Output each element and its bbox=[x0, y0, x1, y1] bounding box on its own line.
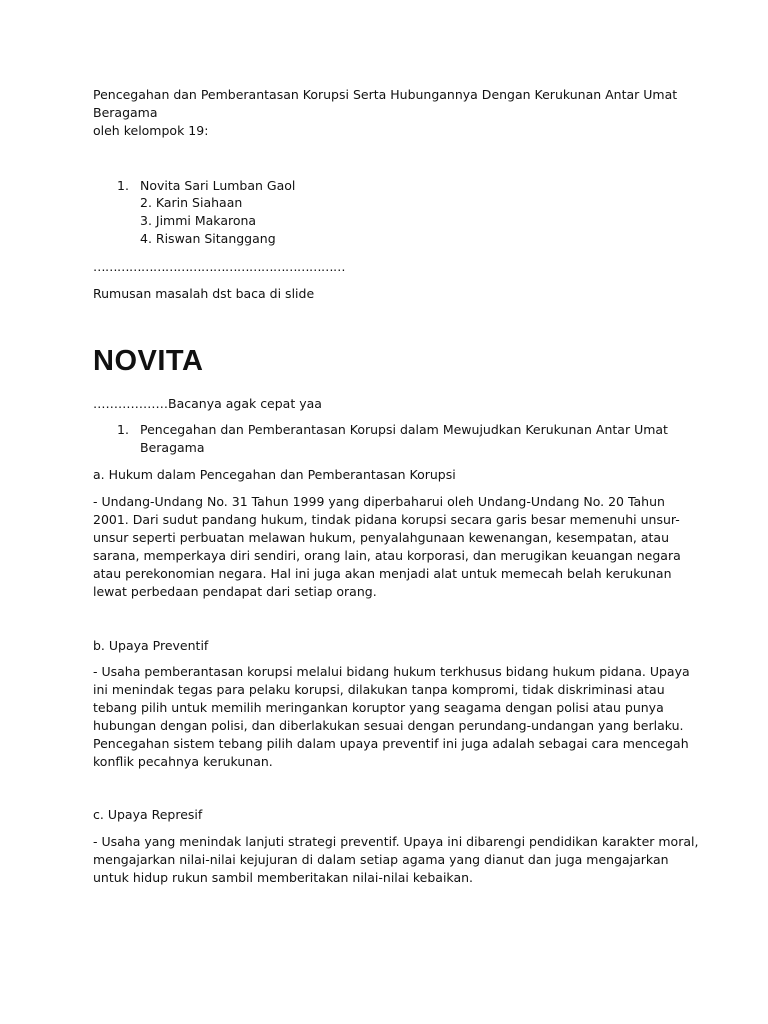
topic-line: Beragama bbox=[140, 440, 205, 455]
paragraph bbox=[93, 663, 690, 771]
paragraph-line: - Undang-Undang No. 31 Tahun 1999 yang diperbaharui oleh Undang-Undang No. 20 Tahun bbox=[93, 494, 665, 509]
dotted-separator: ……………………………………………………… bbox=[93, 259, 345, 274]
list-number: 1. bbox=[117, 178, 129, 193]
paragraph-line: untuk hidup rukun sambil memberitakan nilai-nilai kebaikan. bbox=[93, 870, 474, 885]
paragraph-line: tebang pilih untuk memilih meringankan koruptor yang seagama dengan polisi atau punya bbox=[93, 700, 664, 715]
subsection-heading: c. Upaya Represif bbox=[93, 807, 203, 822]
paragraph-line: lewat perbedaan pendapat dari setiap orang. bbox=[93, 584, 377, 599]
paragraph-line: ini menindak tegas para pelaku korupsi, dilakukan tanpa kompromi, tidak diskriminasi atau bbox=[93, 682, 665, 697]
paragraph-line: mengajarkan nilai-nilai kejujuran di dalam setiap agama yang dianut dan juga mengajarkan bbox=[93, 852, 669, 867]
list-number: 1. bbox=[117, 422, 129, 437]
group-label: oleh kelompok 19: bbox=[93, 123, 209, 138]
note-text: Rumusan masalah dst baca di slide bbox=[93, 286, 315, 301]
subsection-heading: b. Upaya Preventif bbox=[93, 638, 209, 653]
member-name: 3. Jimmi Makarona bbox=[140, 213, 257, 228]
subsection-heading: a. Hukum dalam Pencegahan dan Pemberantasan Korupsi bbox=[93, 467, 456, 482]
member-name: Novita Sari Lumban Gaol bbox=[140, 178, 296, 193]
paragraph-line: sarana, memperkaya diri sendiri, orang lain, atau korporasi, dan merugikan keuangan negara bbox=[93, 548, 681, 563]
paragraph bbox=[93, 493, 683, 601]
paragraph-line: - Usaha pemberantasan korupsi melalui bidang hukum terkhusus bidang hukum pidana. Upaya bbox=[93, 664, 690, 679]
paragraph-line: 2001. Dari sudut pandang hukum, tindak pidana korupsi secara garis besar memenuhi unsur- bbox=[93, 512, 680, 527]
member-name: 4. Riswan Sitanggang bbox=[140, 231, 276, 246]
document-title bbox=[93, 86, 683, 140]
title-line: Beragama bbox=[93, 105, 158, 120]
paragraph-line: hubungan dengan polisi, dan diberlakukan sesuai dengan perundang-undangan yang berlaku. bbox=[93, 718, 684, 733]
title-line: Pencegahan dan Pemberantasan Korupsi Serta Hubungannya Dengan Kerukunan Antar Umat bbox=[93, 87, 678, 102]
section-heading: NOVITA bbox=[93, 345, 204, 377]
paragraph-line: konflik pecahnya kerukunan. bbox=[93, 754, 273, 769]
paragraph-line: atau perekonomian negara. Hal ini juga akan menjadi alat untuk memecah belah kerukunan bbox=[93, 566, 672, 581]
member-name: 2. Karin Siahaan bbox=[140, 195, 243, 210]
paragraph-line: - Usaha yang menindak lanjuti strategi preventif. Upaya ini dibarengi pendidikan karakter moral, bbox=[93, 834, 699, 849]
paragraph bbox=[93, 833, 699, 887]
paragraph-line: Pencegahan sistem tebang pilih dalam upaya preventif ini juga adalah sebagai cara mencegah bbox=[93, 736, 689, 751]
topic-line: Pencegahan dan Pemberantasan Korupsi dalam Mewujudkan Kerukunan Antar Umat bbox=[140, 422, 668, 437]
paragraph-line: unsur seperti perbuatan melawan hukum, penyalahgunaan kewenangan, kesempatan, atau bbox=[93, 530, 670, 545]
reading-tip: ………………Bacanya agak cepat yaa bbox=[93, 396, 322, 411]
